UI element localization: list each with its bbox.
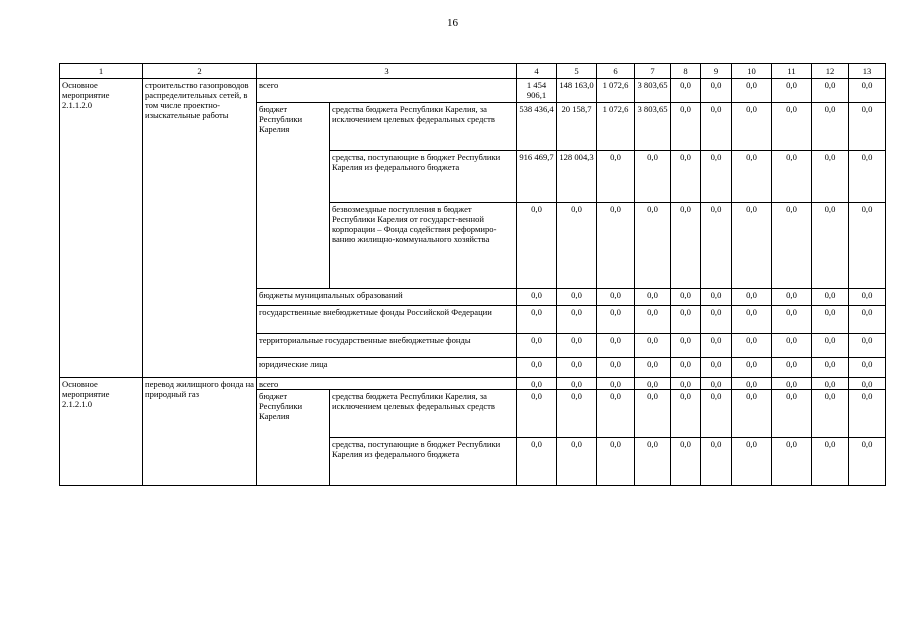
value-cell: 0,0 <box>812 390 849 438</box>
budget-label: бюджет Республики Карелия <box>257 103 330 289</box>
budget-source-label: средства, поступающие в бюджет Республики Карелия из федерального бюджета <box>330 151 517 203</box>
column-header: 3 <box>257 64 517 79</box>
value-cell: 20 158,7 <box>557 103 597 151</box>
value-cell: 0,0 <box>517 438 557 486</box>
value-cell: 0,0 <box>597 306 635 334</box>
value-cell: 0,0 <box>671 151 701 203</box>
value-cell: 0,0 <box>732 79 772 103</box>
page-number: 16 <box>447 17 458 29</box>
value-cell: 0,0 <box>849 378 886 390</box>
value-cell: 1 072,6 <box>597 103 635 151</box>
value-cell: 0,0 <box>671 79 701 103</box>
column-header: 8 <box>671 64 701 79</box>
value-cell: 0,0 <box>517 306 557 334</box>
column-header: 4 <box>517 64 557 79</box>
description-cell: строительство газопроводов распределительных сетей, в том числе проектно-изыскательные работы <box>143 79 257 378</box>
value-cell: 148 163,0 <box>557 79 597 103</box>
value-cell: 0,0 <box>732 103 772 151</box>
budget-label: бюджет Республики Карелия <box>257 390 330 486</box>
value-cell: 0,0 <box>812 378 849 390</box>
column-header: 5 <box>557 64 597 79</box>
value-cell: 916 469,7 <box>517 151 557 203</box>
value-cell: 0,0 <box>671 334 701 358</box>
value-cell: 0,0 <box>849 151 886 203</box>
description-cell: перевод жилищного фонда на природный газ <box>143 378 257 486</box>
value-cell: 0,0 <box>701 79 732 103</box>
value-cell: 3 803,65 <box>635 79 671 103</box>
value-cell: 0,0 <box>732 203 772 289</box>
value-cell: 0,0 <box>812 438 849 486</box>
value-cell: 0,0 <box>812 151 849 203</box>
value-cell: 0,0 <box>732 151 772 203</box>
measure-cell: Основное мероприятие 2.1.1.2.0 <box>60 79 143 378</box>
value-cell: 0,0 <box>732 289 772 306</box>
value-cell: 0,0 <box>849 79 886 103</box>
column-header: 7 <box>635 64 671 79</box>
value-cell: 0,0 <box>701 103 732 151</box>
budget-source-label: средства, поступающие в бюджет Республики Карелия из федерального бюджета <box>330 438 517 486</box>
value-cell: 0,0 <box>671 306 701 334</box>
value-cell: 0,0 <box>597 289 635 306</box>
value-cell: 0,0 <box>772 438 812 486</box>
value-cell: 0,0 <box>557 334 597 358</box>
value-cell: 0,0 <box>557 358 597 378</box>
value-cell: 0,0 <box>517 390 557 438</box>
funding-source-label: территориальные государственные внебюджетные фонды <box>257 334 517 358</box>
value-cell: 0,0 <box>597 390 635 438</box>
value-cell: 0,0 <box>671 438 701 486</box>
value-cell: 0,0 <box>557 390 597 438</box>
value-cell: 0,0 <box>671 390 701 438</box>
column-header: 10 <box>732 64 772 79</box>
value-cell: 0,0 <box>635 378 671 390</box>
value-cell: 0,0 <box>812 334 849 358</box>
value-cell: 0,0 <box>701 306 732 334</box>
value-cell: 0,0 <box>772 151 812 203</box>
value-cell: 0,0 <box>557 306 597 334</box>
value-cell: 0,0 <box>517 203 557 289</box>
value-cell: 0,0 <box>849 334 886 358</box>
value-cell: 0,0 <box>849 203 886 289</box>
measure-cell: Основное мероприятие 2.1.2.1.0 <box>60 378 143 486</box>
value-cell: 0,0 <box>671 103 701 151</box>
value-cell: 0,0 <box>701 289 732 306</box>
total-label: всего <box>257 79 517 103</box>
value-cell: 1 454 906,1 <box>517 79 557 103</box>
value-cell: 0,0 <box>812 79 849 103</box>
value-cell: 0,0 <box>772 390 812 438</box>
value-cell: 0,0 <box>671 203 701 289</box>
column-header: 2 <box>143 64 257 79</box>
value-cell: 0,0 <box>517 334 557 358</box>
value-cell: 0,0 <box>557 438 597 486</box>
budget-source-label: средства бюджета Республики Карелия, за исключением целевых федеральных средств <box>330 390 517 438</box>
value-cell: 0,0 <box>635 151 671 203</box>
value-cell: 1 072,6 <box>597 79 635 103</box>
value-cell: 0,0 <box>772 203 812 289</box>
funding-source-label: бюджеты муниципальных образований <box>257 289 517 306</box>
column-header: 11 <box>772 64 812 79</box>
value-cell: 0,0 <box>701 203 732 289</box>
value-cell: 0,0 <box>732 438 772 486</box>
value-cell: 0,0 <box>732 358 772 378</box>
value-cell: 0,0 <box>597 438 635 486</box>
value-cell: 0,0 <box>635 358 671 378</box>
funding-table <box>59 63 886 486</box>
value-cell: 0,0 <box>517 289 557 306</box>
value-cell: 0,0 <box>732 390 772 438</box>
funding-source-label: государственные внебюджетные фонды Российской Федерации <box>257 306 517 334</box>
value-cell: 0,0 <box>635 334 671 358</box>
value-cell: 0,0 <box>812 358 849 378</box>
value-cell: 3 803,65 <box>635 103 671 151</box>
value-cell: 0,0 <box>732 334 772 358</box>
value-cell: 0,0 <box>517 358 557 378</box>
value-cell: 0,0 <box>849 358 886 378</box>
value-cell: 0,0 <box>671 378 701 390</box>
value-cell: 0,0 <box>849 306 886 334</box>
table-body <box>60 64 886 486</box>
value-cell: 0,0 <box>557 203 597 289</box>
table-row <box>60 79 886 103</box>
value-cell: 0,0 <box>557 289 597 306</box>
funding-source-label: юридические лица <box>257 358 517 378</box>
value-cell: 0,0 <box>671 289 701 306</box>
value-cell: 0,0 <box>772 103 812 151</box>
budget-source-label: средства бюджета Республики Карелия, за исключением целевых федеральных средств <box>330 103 517 151</box>
value-cell: 0,0 <box>597 203 635 289</box>
value-cell: 0,0 <box>701 438 732 486</box>
value-cell: 0,0 <box>701 378 732 390</box>
table-row <box>60 378 886 390</box>
column-header: 6 <box>597 64 635 79</box>
value-cell: 0,0 <box>812 289 849 306</box>
value-cell: 0,0 <box>635 289 671 306</box>
value-cell: 0,0 <box>772 306 812 334</box>
value-cell: 0,0 <box>772 378 812 390</box>
value-cell: 0,0 <box>732 306 772 334</box>
value-cell: 0,0 <box>701 390 732 438</box>
column-header: 12 <box>812 64 849 79</box>
value-cell: 0,0 <box>671 358 701 378</box>
value-cell: 0,0 <box>597 151 635 203</box>
total-label: всего <box>257 378 517 390</box>
value-cell: 0,0 <box>597 334 635 358</box>
value-cell: 0,0 <box>635 203 671 289</box>
value-cell: 0,0 <box>772 79 812 103</box>
value-cell: 0,0 <box>701 358 732 378</box>
budget-source-label: безвозмездные поступления в бюджет Республики Карелия от государст-венной корпорации – Фонда содействия реформиро-ванию жилищно-коммунального хозяйства <box>330 203 517 289</box>
value-cell: 0,0 <box>849 390 886 438</box>
value-cell: 0,0 <box>772 289 812 306</box>
value-cell: 0,0 <box>849 289 886 306</box>
column-header: 13 <box>849 64 886 79</box>
value-cell: 538 436,4 <box>517 103 557 151</box>
value-cell: 0,0 <box>849 103 886 151</box>
column-header-row <box>60 64 886 79</box>
value-cell: 0,0 <box>635 390 671 438</box>
value-cell: 0,0 <box>812 203 849 289</box>
value-cell: 0,0 <box>732 378 772 390</box>
value-cell: 0,0 <box>597 378 635 390</box>
value-cell: 0,0 <box>635 438 671 486</box>
column-header: 9 <box>701 64 732 79</box>
value-cell: 0,0 <box>597 358 635 378</box>
value-cell: 0,0 <box>557 378 597 390</box>
value-cell: 0,0 <box>772 358 812 378</box>
value-cell: 0,0 <box>635 306 671 334</box>
value-cell: 0,0 <box>849 438 886 486</box>
value-cell: 0,0 <box>517 378 557 390</box>
value-cell: 128 004,3 <box>557 151 597 203</box>
value-cell: 0,0 <box>812 103 849 151</box>
value-cell: 0,0 <box>772 334 812 358</box>
value-cell: 0,0 <box>812 306 849 334</box>
value-cell: 0,0 <box>701 151 732 203</box>
column-header: 1 <box>60 64 143 79</box>
value-cell: 0,0 <box>701 334 732 358</box>
